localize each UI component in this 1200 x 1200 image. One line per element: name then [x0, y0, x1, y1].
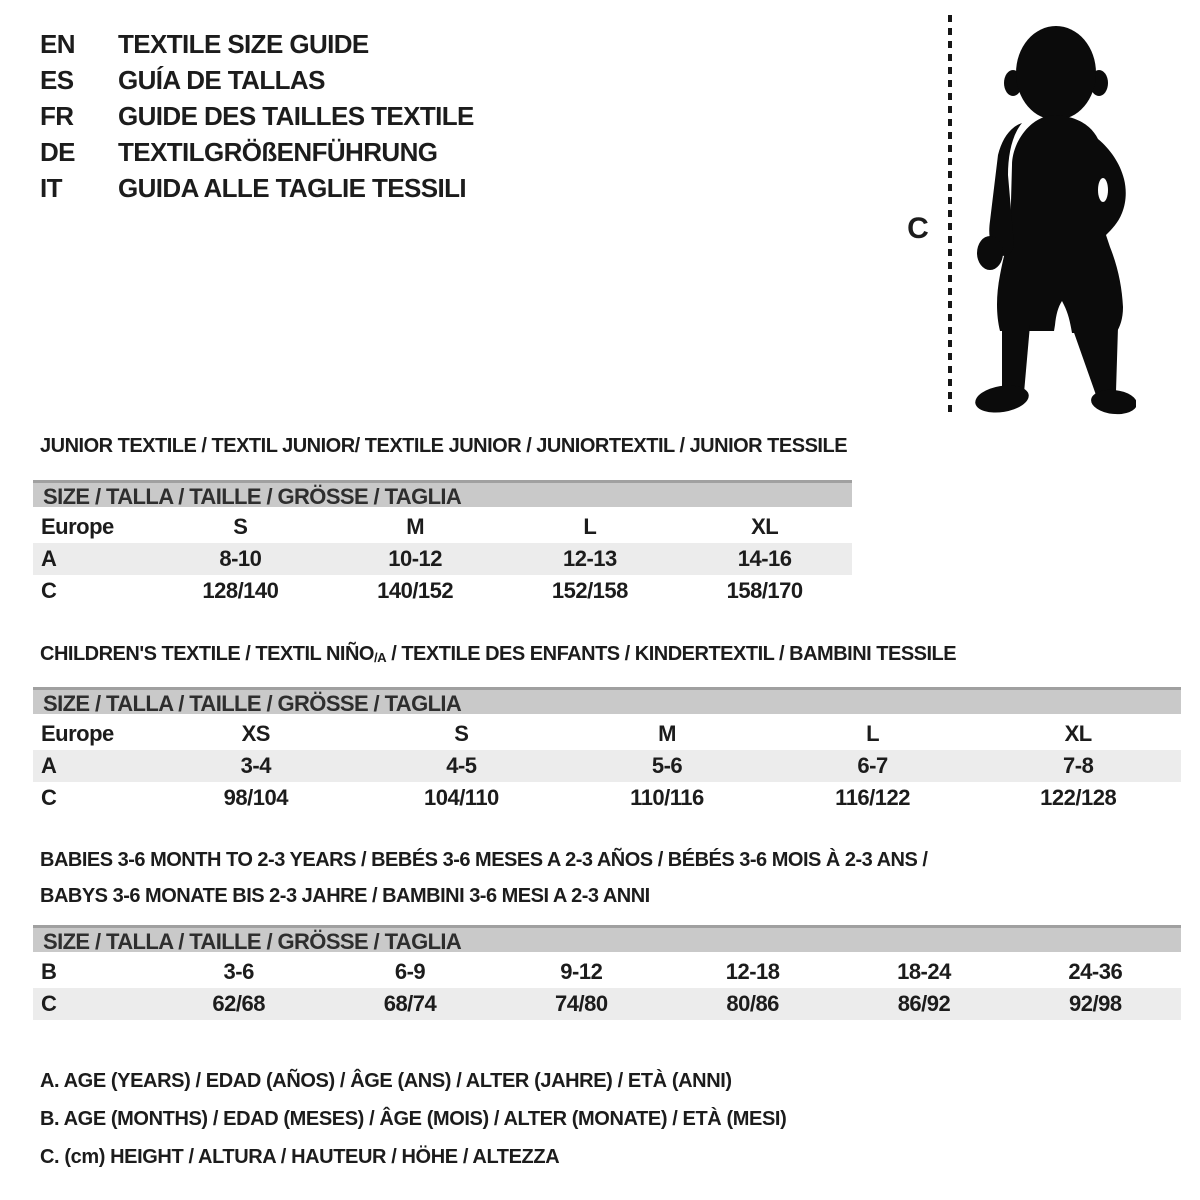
table-cell: L — [866, 721, 880, 746]
row-label: Europe — [41, 514, 114, 539]
table-cell: 12-18 — [725, 959, 780, 984]
table-cell: 6-9 — [394, 959, 426, 984]
legend-line-age-years: A. AGE (YEARS) / EDAD (AÑOS) / ÂGE (ANS) / ALTER (JAHRE) / ETÀ (ANNI) — [40, 1070, 732, 1092]
row-label: A — [41, 546, 57, 571]
table-cell: 7-8 — [1063, 753, 1094, 778]
table-cell: S — [454, 721, 469, 746]
table-cell: 3-4 — [240, 753, 271, 778]
row-label: C — [41, 991, 57, 1016]
table-cell: 74/80 — [555, 991, 608, 1016]
guide-title: GUÍA DE TALLAS — [118, 65, 325, 95]
table-row — [33, 543, 852, 575]
table-cell: 128/140 — [202, 578, 279, 603]
table-cell: 5-6 — [651, 753, 683, 778]
children-size-header-bar: SIZE / TALLA / TAILLE / GRÖSSE / TAGLIA — [33, 687, 1181, 714]
table-cell: 10-12 — [388, 546, 443, 571]
table-cell: 116/122 — [835, 785, 910, 810]
table-row — [33, 988, 1181, 1020]
table-row — [33, 782, 1181, 814]
language-row — [40, 134, 474, 170]
babies-heading-line-2: BABYS 3-6 MONATE BIS 2-3 JAHRE / BAMBINI 3-6 MESI A 2-3 ANNI — [40, 885, 650, 907]
table-cell: 92/98 — [1069, 991, 1122, 1016]
table-cell: 9-12 — [560, 959, 603, 984]
children-section-heading — [40, 641, 956, 669]
language-row — [40, 98, 474, 134]
table-row — [33, 956, 1181, 988]
table-cell: 122/128 — [1040, 785, 1117, 810]
language-code: IT — [40, 173, 62, 203]
babies-heading-line-1: BABIES 3-6 MONTH TO 2-3 YEARS / BEBÉS 3-6 MESES A 2-3 AÑOS / BÉBÉS 3-6 MOIS À 2-3 ANS / — [40, 849, 928, 871]
table-cell: 18-24 — [897, 959, 951, 984]
language-title-list — [40, 26, 474, 206]
table-cell: XL — [1064, 721, 1092, 746]
table-cell: 14-16 — [737, 546, 792, 571]
table-cell: 140/152 — [377, 578, 454, 603]
table-cell: 158/170 — [726, 578, 803, 603]
heading-text: / TEXTILE DES ENFANTS / KINDERTEXTIL / BAMBINI TESSILE — [386, 643, 957, 665]
children-size-table — [33, 687, 1181, 814]
row-label: Europe — [41, 721, 114, 746]
row-label: C — [41, 578, 57, 603]
height-measure-label: C — [907, 212, 929, 245]
heading-subscript: /A — [373, 649, 387, 665]
table-row — [33, 750, 1181, 782]
language-code: ES — [40, 65, 74, 95]
guide-title: GUIDA ALLE TAGLIE TESSILI — [118, 173, 467, 203]
babies-size-table — [33, 925, 1181, 1020]
table-cell: 24-36 — [1068, 959, 1123, 984]
row-label: B — [41, 959, 57, 984]
table-cell: 104/110 — [423, 785, 499, 810]
row-label: A — [41, 753, 57, 778]
language-row — [40, 62, 474, 98]
table-cell: XS — [241, 721, 270, 746]
row-label: C — [41, 785, 57, 810]
table-cell: 12-13 — [562, 546, 617, 571]
table-cell: 152/158 — [551, 578, 628, 603]
babies-size-header-bar: SIZE / TALLA / TAILLE / GRÖSSE / TAGLIA — [33, 925, 1181, 952]
language-row — [40, 26, 474, 62]
table-cell: 8-10 — [219, 546, 262, 571]
language-code: FR — [40, 101, 74, 131]
table-cell: S — [233, 514, 248, 539]
legend-line-height-cm: C. (cm) HEIGHT / ALTURA / HAUTEUR / HÖHE / ALTEZZA — [40, 1146, 560, 1168]
table-cell: L — [583, 514, 597, 539]
table-cell: 86/92 — [897, 991, 951, 1016]
junior-section-heading: JUNIOR TEXTILE / TEXTIL JUNIOR/ TEXTILE JUNIOR / JUNIORTEXTIL / JUNIOR TESSILE — [40, 435, 848, 457]
guide-title: TEXTILE SIZE GUIDE — [118, 29, 369, 59]
table-cell: 80/86 — [726, 991, 779, 1016]
heading-text: CHILDREN'S TEXTILE / TEXTIL NIÑO — [40, 643, 374, 665]
table-cell: 6-7 — [857, 753, 888, 778]
table-cell: M — [406, 514, 425, 539]
table-cell: 62/68 — [212, 991, 265, 1016]
junior-size-header-bar: SIZE / TALLA / TAILLE / GRÖSSE / TAGLIA — [33, 480, 852, 507]
guide-title: TEXTILGRÖßENFÜHRUNG — [118, 137, 438, 167]
table-row — [33, 575, 852, 607]
table-cell: 3-6 — [223, 959, 254, 984]
table-cell: XL — [751, 514, 779, 539]
guide-title: GUIDE DES TAILLES TEXTILE — [118, 101, 474, 131]
toddler-silhouette-icon — [960, 14, 1136, 416]
table-cell: M — [658, 721, 676, 746]
junior-size-table — [33, 480, 852, 607]
height-dashed-line — [948, 15, 952, 417]
language-code: DE — [40, 137, 75, 167]
language-row — [40, 170, 474, 206]
table-cell: 68/74 — [383, 991, 437, 1016]
table-row — [33, 718, 1181, 750]
babies-section-heading — [40, 842, 927, 914]
table-row — [33, 511, 852, 543]
language-code: EN — [40, 29, 75, 59]
table-cell: 4-5 — [446, 753, 477, 778]
table-cell: 110/116 — [630, 785, 704, 810]
measurement-legend — [40, 1062, 786, 1176]
legend-line-age-months: B. AGE (MONTHS) / EDAD (MESES) / ÂGE (MOIS) / ALTER (MONATE) / ETÀ (MESI) — [40, 1108, 787, 1130]
table-cell: 98/104 — [223, 785, 288, 810]
